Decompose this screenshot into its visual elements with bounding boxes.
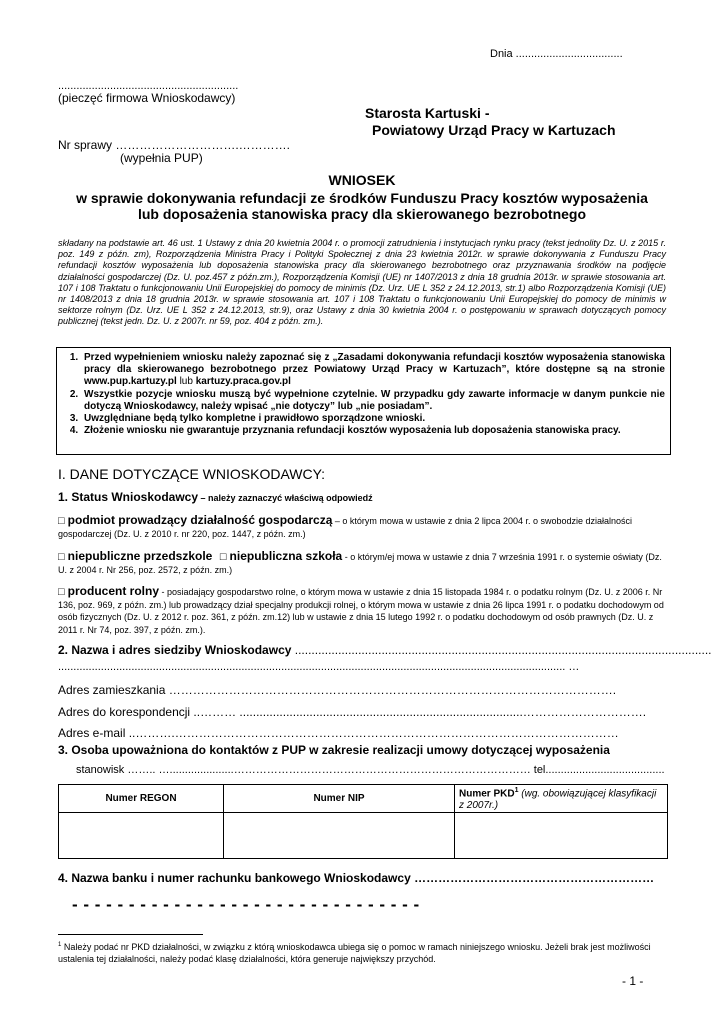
form-subtitle-line-2: lub doposażenia stanowiska pracy dla skierowanego bezrobotnego xyxy=(137,206,587,222)
status-option-1 xyxy=(58,514,668,541)
stamp-label: (pieczęć firmowa Wnioskodawcy) xyxy=(58,91,236,105)
option-3-label: producent rolny xyxy=(67,584,159,598)
regon-header: Numer REGON xyxy=(59,785,224,813)
instruction-1-text: Przed wypełnieniem wniosku należy zapoznać się z „Zasadami dokonywania refundacji kosztów wyposażenia stanowiska pracy dla skierowanego bezrobotnego przez Powiatowy Urząd Pracy w Kartuzach”, które dostępne są na stronie www.pup.kartuzy.pl xyxy=(84,352,665,388)
legal-basis: składany na podstawie art. 46 ust. 1 Ustawy z dnia 20 kwietnia 2004 r. o promocji zatrudnienia i instytucjach rynku pracy (tekst jednolity Dz. U. z 2015 r. poz. 149 z późn. zm), Rozporządzenia Ministra Pracy i Polityki Społecznej z dnia 23 kwietnia 2012r. w sprawie dokonywania z Funduszu Pracy refundacji kosztów wyposażenia lub doposażenia stanowiska pracy dla skierowanego bezrobotnego oraz przyznawania środków na podjęcie działalności gospodarczej (Dz. U. poz.457 z późn.zm.), Rozporządzenia Komisji (UE) nr 1407/2013 z dnia 18 grudnia 2013r. w sprawie stosowania art. 107 i 108 Traktatu o funkcjonowaniu Unii Europejskiej do pomocy de minimis (Dz. Urz. UE L 352 z 24.12.2013, str.1) albo Rozporządzenia Komisji (UE) nr 1408/2013 z dnia 18 grudnia 2013r. w sprawie stosowania art. 107 i 108 Traktatu o funkcjonowaniu Unii Europejskiej do pomocy de minimis w sektorze rolnym (Dz. Urz. UE L 352 z 24.12.2013, str.9), oraz Ustawy z dnia 30 kwietnia 2004 r. o postępowaniu w sprawach dotyczących pomocy publicznej (tekst jedn. Dz. U. z 2007r. nr 59, poz. 404 z późn. zm.). xyxy=(58,238,666,327)
pkd-footnote-mark: 1 xyxy=(514,787,519,794)
regon-input[interactable] xyxy=(59,813,224,859)
instruction-item-3: 3. Uwzględniane będą tylko kompletne i prawidłowo sporządzone wnioski. xyxy=(81,413,665,425)
contact-person-line[interactable]: stanowisk …….. ….....................……………………………………………………………………… tel....................................... xyxy=(76,764,665,776)
footnote-separator xyxy=(58,934,203,935)
instruction-item-2: 2. Wszystkie pozycje wniosku muszą być wypełnione czytelnie. W przypadku gdy zawarte informacje w danym punkcie nie dotyczą Wnioskodawcy, należy wpisać „nie dotyczy” lub „nie posiadam”. xyxy=(81,389,665,413)
applicant-name-line-2[interactable]: ...................................................................................................................................................................... … xyxy=(58,661,580,673)
status-heading xyxy=(58,490,373,504)
footnote xyxy=(58,939,668,965)
option-3-desc: - posiadający gospodarstwo rolne, o którym mowa w ustawie z dnia 15 listopada 1984 r. o podatku rolnym (Dz. U. z 2006 r. Nr 136, poz. 969, z późn. zm.) lub prowadzący dział specjalny produkcji rolnej, o którym mowa w ustawie z dnia 26 lipca 1991 r. o podatku dochodowym od osób fizycznych (Dz. U. z 2012 r. poz. 361, z późn. zm.12) lub w ustawie z dnia 15 lutego 1992 r. o podatku dochodowym od osób prawnych (Dz. U. z 2011 r. Nr 74, poz. 397, z późn. zm.). xyxy=(58,587,664,635)
pkd-note: (wg. obowiązującej klasyfikacji z 2007r.) xyxy=(459,788,657,812)
footnote-text: Należy podać nr PKD działalności, w związku z którą wnioskodawca ubiega się o pomoc w ramach niniejszego wniosku. Jeżeli brak jest możliwości ustalenia tej działalności, należy podać klasę działalności, która generuje największy przychód. xyxy=(58,942,651,964)
option-2b-label: niepubliczna szkoła xyxy=(229,549,343,563)
instructions-list xyxy=(63,352,665,437)
residence-address-field[interactable]: Adres zamieszkania …………………………………………………………………………………………………. xyxy=(58,683,617,697)
pkd-header xyxy=(455,785,668,813)
bank-account-field[interactable]: - - - - - - - - - - - - - - - - - - - - - - - - - - - - - - - xyxy=(72,895,420,914)
status-option-2 xyxy=(58,550,668,577)
instructions-box xyxy=(56,347,671,455)
instruction-item-1 xyxy=(81,352,665,389)
contact-person-label: 3. Osoba upoważniona do kontaktów z PUP w zakresie realizacji umowy dotyczącej wyposażenia xyxy=(58,743,610,757)
recipient-line-2: Powiatowy Urząd Pracy w Kartuzach xyxy=(372,122,616,138)
option-2-desc: - o którym/ej mowa w ustawie z dnia 7 września 1991 r. o systemie oświaty (Dz. U. z 2004 r. Nr 256, poz. 2572, z późn. zm.) xyxy=(58,552,662,575)
option-1-desc: – o którym mowa w ustawie z dnia 2 lipca 2004 r. o swobodzie działalności gospodarczej (Dz. U. z 2010 r. nr 220, poz. 1447, z późn. zm.) xyxy=(58,516,633,539)
form-subtitle-line-1: w sprawie dokonywania refundacji ze środków Funduszu Pracy kosztów wyposażenia xyxy=(76,190,648,206)
checkbox-school[interactable]: □ xyxy=(219,551,227,563)
recipient-line-1: Starosta Kartuski - xyxy=(365,105,490,121)
id-numbers-table xyxy=(58,784,668,859)
q2-dots[interactable]: ............................................................................................................................. xyxy=(291,643,712,657)
nip-input[interactable] xyxy=(224,813,455,859)
date-field[interactable]: Dnia ................................... xyxy=(490,48,623,60)
pkd-header-label: Numer PKD xyxy=(459,788,515,800)
checkbox-business[interactable]: □ xyxy=(58,515,65,527)
status-title: 1. Status Wnioskodawcy xyxy=(58,490,199,504)
contact-person-field[interactable] xyxy=(76,764,665,776)
pup-website-link[interactable]: kartuzy.praca.gov.pl xyxy=(195,376,291,388)
checkbox-preschool[interactable]: □ xyxy=(58,551,65,563)
q2-label: 2. Nazwa i adres siedziby Wnioskodawcy xyxy=(58,643,292,657)
correspondence-address-field[interactable]: Adres do korespondencji ..……… .....................................................................................…………………………. xyxy=(58,705,647,719)
nip-header: Numer NIP xyxy=(224,785,455,813)
checkbox-farmer[interactable]: □ xyxy=(58,586,65,598)
form-title: WNIOSEK xyxy=(328,172,396,188)
instruction-item-4: 4. Złożenie wniosku nie gwarantuje przyznania refundacji kosztów wyposażenia lub doposażenia stanowiska pracy. xyxy=(81,425,665,437)
email-field[interactable]: Adres e-mail ..……….………………………………………………………………………………………………… xyxy=(58,726,619,740)
stamp-dots[interactable]: ........................................................... xyxy=(58,80,239,92)
pkd-input[interactable] xyxy=(455,813,668,859)
status-option-3 xyxy=(58,585,668,636)
bank-account-label: 4. Nazwa banku i numer rachunku bankowego Wnioskodawcy …………………………………………………… xyxy=(58,871,655,885)
footnote-mark: 1 xyxy=(58,942,62,948)
instruction-1-or: lub xyxy=(179,376,193,388)
status-note: – należy zaznaczyć właściwą odpowiedź xyxy=(198,493,373,503)
option-1-label: podmiot prowadzący działalność gospodarczą xyxy=(67,513,333,527)
case-number-note: (wypełnia PUP) xyxy=(120,151,203,165)
page-number: - 1 - xyxy=(622,974,644,988)
option-2a-label: niepubliczne przedszkole xyxy=(67,549,213,563)
case-number-field[interactable]: Nr sprawy ………………………….…………. xyxy=(58,138,291,152)
applicant-name-field[interactable] xyxy=(58,643,712,657)
section-1-title: I. DANE DOTYCZĄCE WNIOSKODAWCY: xyxy=(58,466,326,482)
